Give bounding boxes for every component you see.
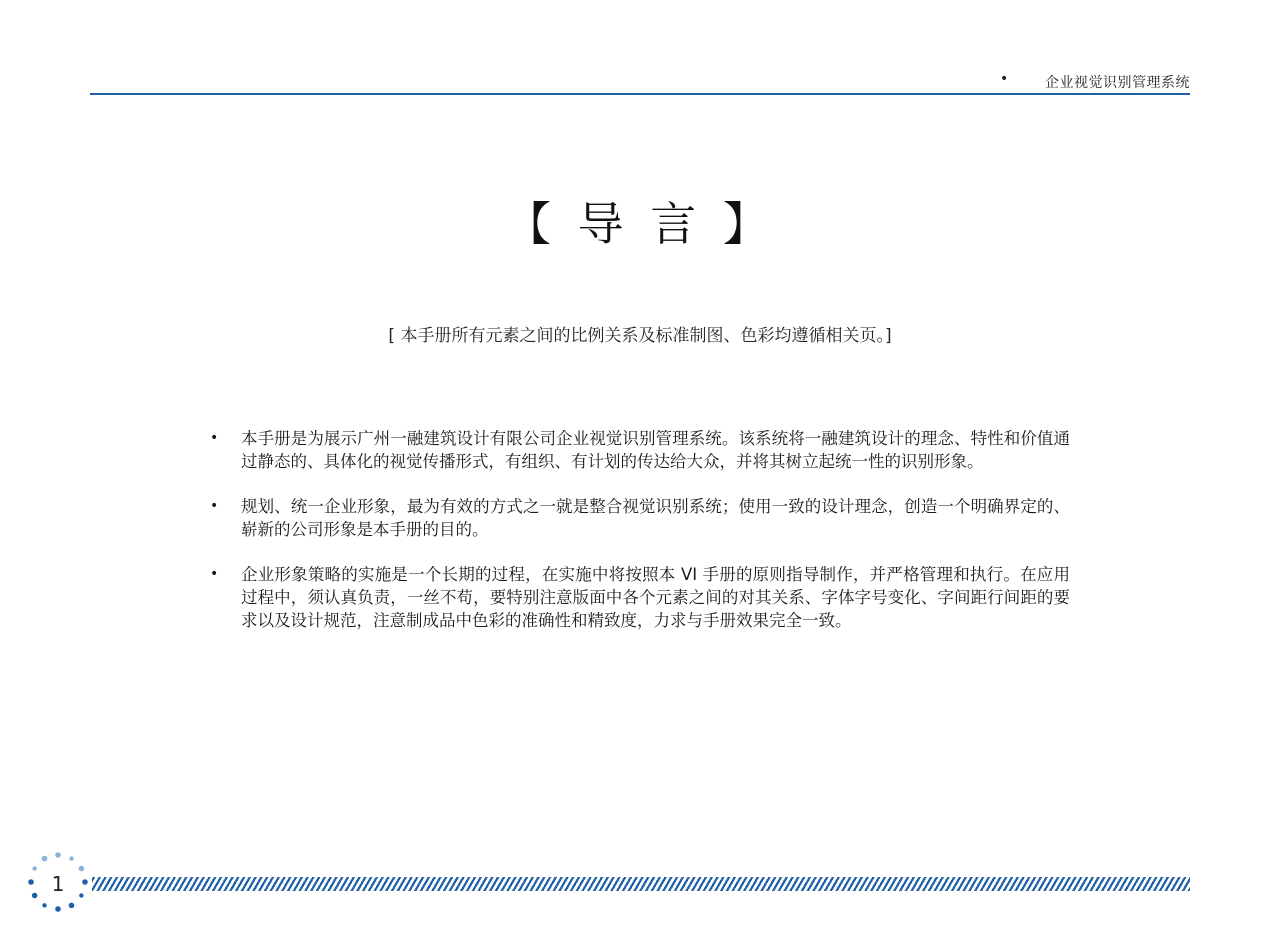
body-paragraph [210, 563, 1070, 632]
header-title: 企业视觉识别管理系统 [1045, 75, 1190, 91]
paragraph-text: 企业形象策略的实施是一个长期的过程，在实施中将按照本 VI 手册的原则指导制作，并严格管理和执行。在应用过程中，须认真负责，一丝不苟，要特别注意版面中各个元素之间的对其关系、字体字号变化、字间距行间距的要求以及设计规范，注意制成品中色彩的准确性和精致度，力求与手册效果完全一致。 [241, 565, 1070, 630]
ring-dot [42, 856, 48, 862]
ring-dot [42, 903, 46, 907]
ring-dot [79, 866, 85, 872]
body-paragraph [210, 495, 1070, 541]
ring-dot [32, 866, 36, 870]
paragraph-text: 本手册是为展示广州一融建筑设计有限公司企业视觉识别管理系统。该系统将一融建筑设计的理念、特性和价值通过静态的、具体化的视觉传播形式，有组织、有计划的传达给大众，并将其树立起统一性的识别形象。 [241, 429, 1070, 471]
paragraph-text: 规划、统一企业形象，最为有效的方式之一就是整合视觉识别系统；使用一致的设计理念，创造一个明确界定的、崭新的公司形象是本手册的目的。 [241, 497, 1070, 539]
bullet-icon: • [210, 498, 219, 514]
ring-dot [69, 903, 75, 909]
ring-dot [69, 856, 73, 860]
body-paragraph-list [210, 427, 1070, 654]
bullet-icon: • [210, 430, 219, 446]
footer-stripe-bar [92, 877, 1190, 891]
page-heading: 【 导 言 】 [505, 197, 775, 251]
page-number: 1 [51, 872, 65, 896]
header-bullet: • [1000, 71, 1009, 87]
page-subtitle: [ 本手册所有元素之间的比例关系及标准制图、色彩均遵循相关页。] [388, 326, 892, 346]
page-number-badge [28, 852, 88, 912]
ring-dot [55, 852, 61, 858]
bullet-icon: • [210, 566, 219, 582]
body-paragraph [210, 427, 1070, 473]
ring-dot [55, 906, 61, 912]
header-rule [90, 93, 1190, 95]
